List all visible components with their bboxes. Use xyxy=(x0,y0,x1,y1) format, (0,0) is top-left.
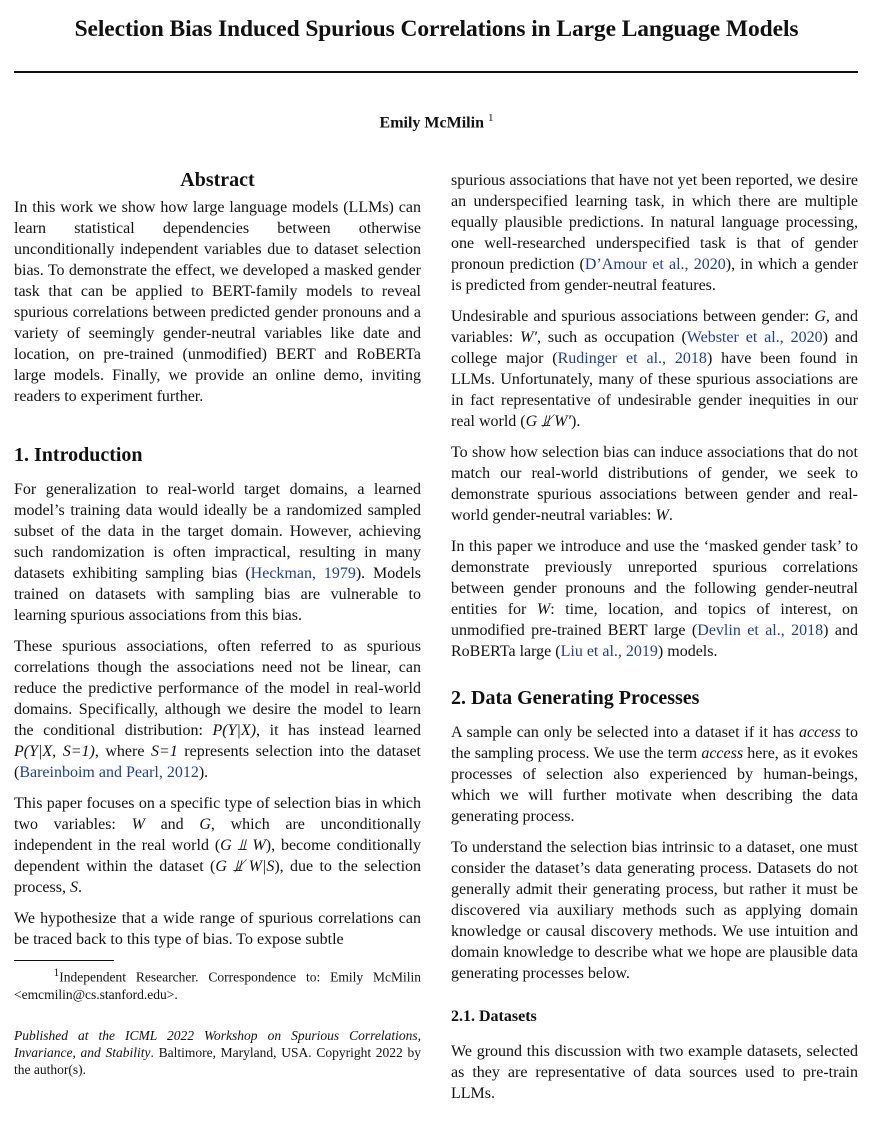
math-expression: G ⫫ W xyxy=(220,837,266,854)
math-expression: W xyxy=(131,816,145,833)
math-expression: W′ xyxy=(520,329,537,346)
section2-paragraph-1: A sample can only be selected into a dataset if it has access to the sampling process. We use the term access here, as it evokes processes of selection also experienced by human-beings, which we will further motivate when describing the data generating process. xyxy=(451,724,859,825)
footnote-mark: 1 xyxy=(53,967,60,979)
intro-paragraph-1: For generalization to real-world target domains, a learned model’s training data would ideally be a randomized sampled subset of the data in the target domain. However, achieving such randomization is often impractical, resulting in many datasets exhibiting sampling bias (Heckman, 1979). Models trained on datasets with sampling bias are vulnerable to learning spurious associations from this bias. xyxy=(14,481,421,624)
paper-title: Selection Bias Induced Spurious Correlations in Large Language Models xyxy=(74,16,799,42)
citation-devlin[interactable]: Devlin et al., 2018 xyxy=(697,622,824,639)
title-rule xyxy=(14,71,858,73)
citation-webster[interactable]: Webster et al., 2020 xyxy=(686,329,823,346)
intro-paragraph-7: To show how selection bias can induce associations that do not match our real-world distributions of gender, we seek to demonstrate spurious associations between gender and real-world gender-neutral variables: W. xyxy=(451,444,858,524)
citation-rudinger[interactable]: Rudinger et al., 2018 xyxy=(557,350,707,367)
math-expression: P(Y|X, S=1) xyxy=(14,743,95,760)
math-expression: W xyxy=(536,601,551,618)
abstract-heading: Abstract xyxy=(180,169,255,191)
citation-damour[interactable]: D’Amour et al., 2020 xyxy=(584,256,726,273)
intro-paragraph-8: In this paper we introduce and use the ‘masked gender task’ to demonstrate previously unreported spurious correlations between gender pronouns and the following gender-neutral entities for W: time, location, and topics of interest, on unmodified pre-trained BERT large (Devlin et al., 2018) and RoBERTa large (Liu et al., 2019) models. xyxy=(451,538,858,660)
publication-note: Published at the ICML 2022 Workshop on Spurious Correlations, Invariance, and Stability. Baltimore, Maryland, USA. Copyright 2022 by the author(s). xyxy=(14,1027,421,1077)
citation-liu[interactable]: Liu et al., 2019 xyxy=(560,643,658,660)
math-expression: G ⫫̸ W|S xyxy=(215,858,275,875)
left-column xyxy=(14,170,421,1088)
author-line xyxy=(0,112,873,132)
section-data-generating-heading: 2. Data Generating Processes xyxy=(451,687,700,709)
footnote: $^1$Independent Researcher. Correspondence to: Emily McMilin <emcmilin@cs.stanford.edu>. xyxy=(14,967,422,1002)
math-expression: P(Y|X) xyxy=(212,722,257,739)
intro-paragraph-5: spurious associations that have not yet been reported, we desire an underspecified learning task, in which there are multiple equally plausible predictions. In natural language processing, one well-researched underspecified task is that of gender pronoun prediction (D’Amour et al., 2020), in which a gender is predicted from gender-neutral features. xyxy=(451,172,858,294)
math-expression: W xyxy=(655,507,669,524)
math-expression: G xyxy=(814,308,826,325)
footnote-rule xyxy=(14,960,114,961)
citation-bareinboim[interactable]: Bareinboim and Pearl, 2012 xyxy=(19,764,199,781)
intro-paragraph-4: We hypothesize that a wide range of spurious correlations can be traced back to this type of bias. To expose subtle xyxy=(14,910,421,948)
math-expression: S xyxy=(69,879,78,896)
right-column xyxy=(451,170,858,1114)
author-footnote-mark: 1 xyxy=(487,112,494,124)
section-introduction-heading: 1. Introduction xyxy=(14,444,143,466)
subsection-datasets-heading: 2.1. Datasets xyxy=(451,1008,537,1025)
section2-paragraph-3: We ground this discussion with two example datasets, selected as they are representative of data sources used to pre-train LLMs. xyxy=(451,1043,858,1102)
intro-paragraph-3: This paper focuses on a specific type of selection bias in which two variables: W and G, which are unconditionally independent in the real world (G ⫫ W), become conditionally dependent within the dataset (G ⫫̸ W|S), due to the selection process, S. xyxy=(14,795,422,896)
math-expression: G xyxy=(199,816,211,833)
author-name: Emily McMilin xyxy=(379,114,484,132)
abstract-text: In this work we show how large language models (LLMs) can learn statistical dependencies between otherwise unconditionally independent variables due to dataset selection bias. To demonstrate the effect, we developed a masked gender task that can be applied to BERT-family models to reveal spurious correlations between predicted gender pronouns and a variety of seemingly gender-neutral variables like date and location, on pre-trained (unmodified) BERT and RoBERTa large models. Finally, we provide an online demo, inviting readers to experiment further. xyxy=(14,199,421,405)
math-expression: S=1 xyxy=(150,743,178,760)
section2-paragraph-2: To understand the selection bias intrinsic to a dataset, one must consider the dataset’s data generating process. Datasets do not generally admit their generating process, but rather it must be discovered via auxiliary methods such as applying domain knowledge or causal discovery methods. We use intuition and domain knowledge to describe what we hope are plausible data generating processes below. xyxy=(451,839,858,982)
intro-paragraph-2: These spurious associations, often referred to as spurious correlations though the associations need not be linear, can reduce the predictive performance of the model in real-world domains. Specifically, although we desire the model to learn the conditional distribution: P(Y|X), it has instead learned P(Y|X, S=1), where S=1 represents selection into the dataset (Bareinboim and Pearl, 2012). xyxy=(14,638,421,781)
math-expression: G ⫫̸ W′ xyxy=(525,413,572,430)
citation-heckman[interactable]: Heckman, 1979 xyxy=(250,565,356,582)
intro-paragraph-6: Undesirable and spurious associations between gender: G, and variables: W′, such as occupation (Webster et al., 2020) and college major (Rudinger et al., 2018) have been found in LLMs. Unfortunately, many of these spurious associations are in fact representative of undesirable gender inequities in our real world (G ⫫̸ W′). xyxy=(451,308,859,430)
